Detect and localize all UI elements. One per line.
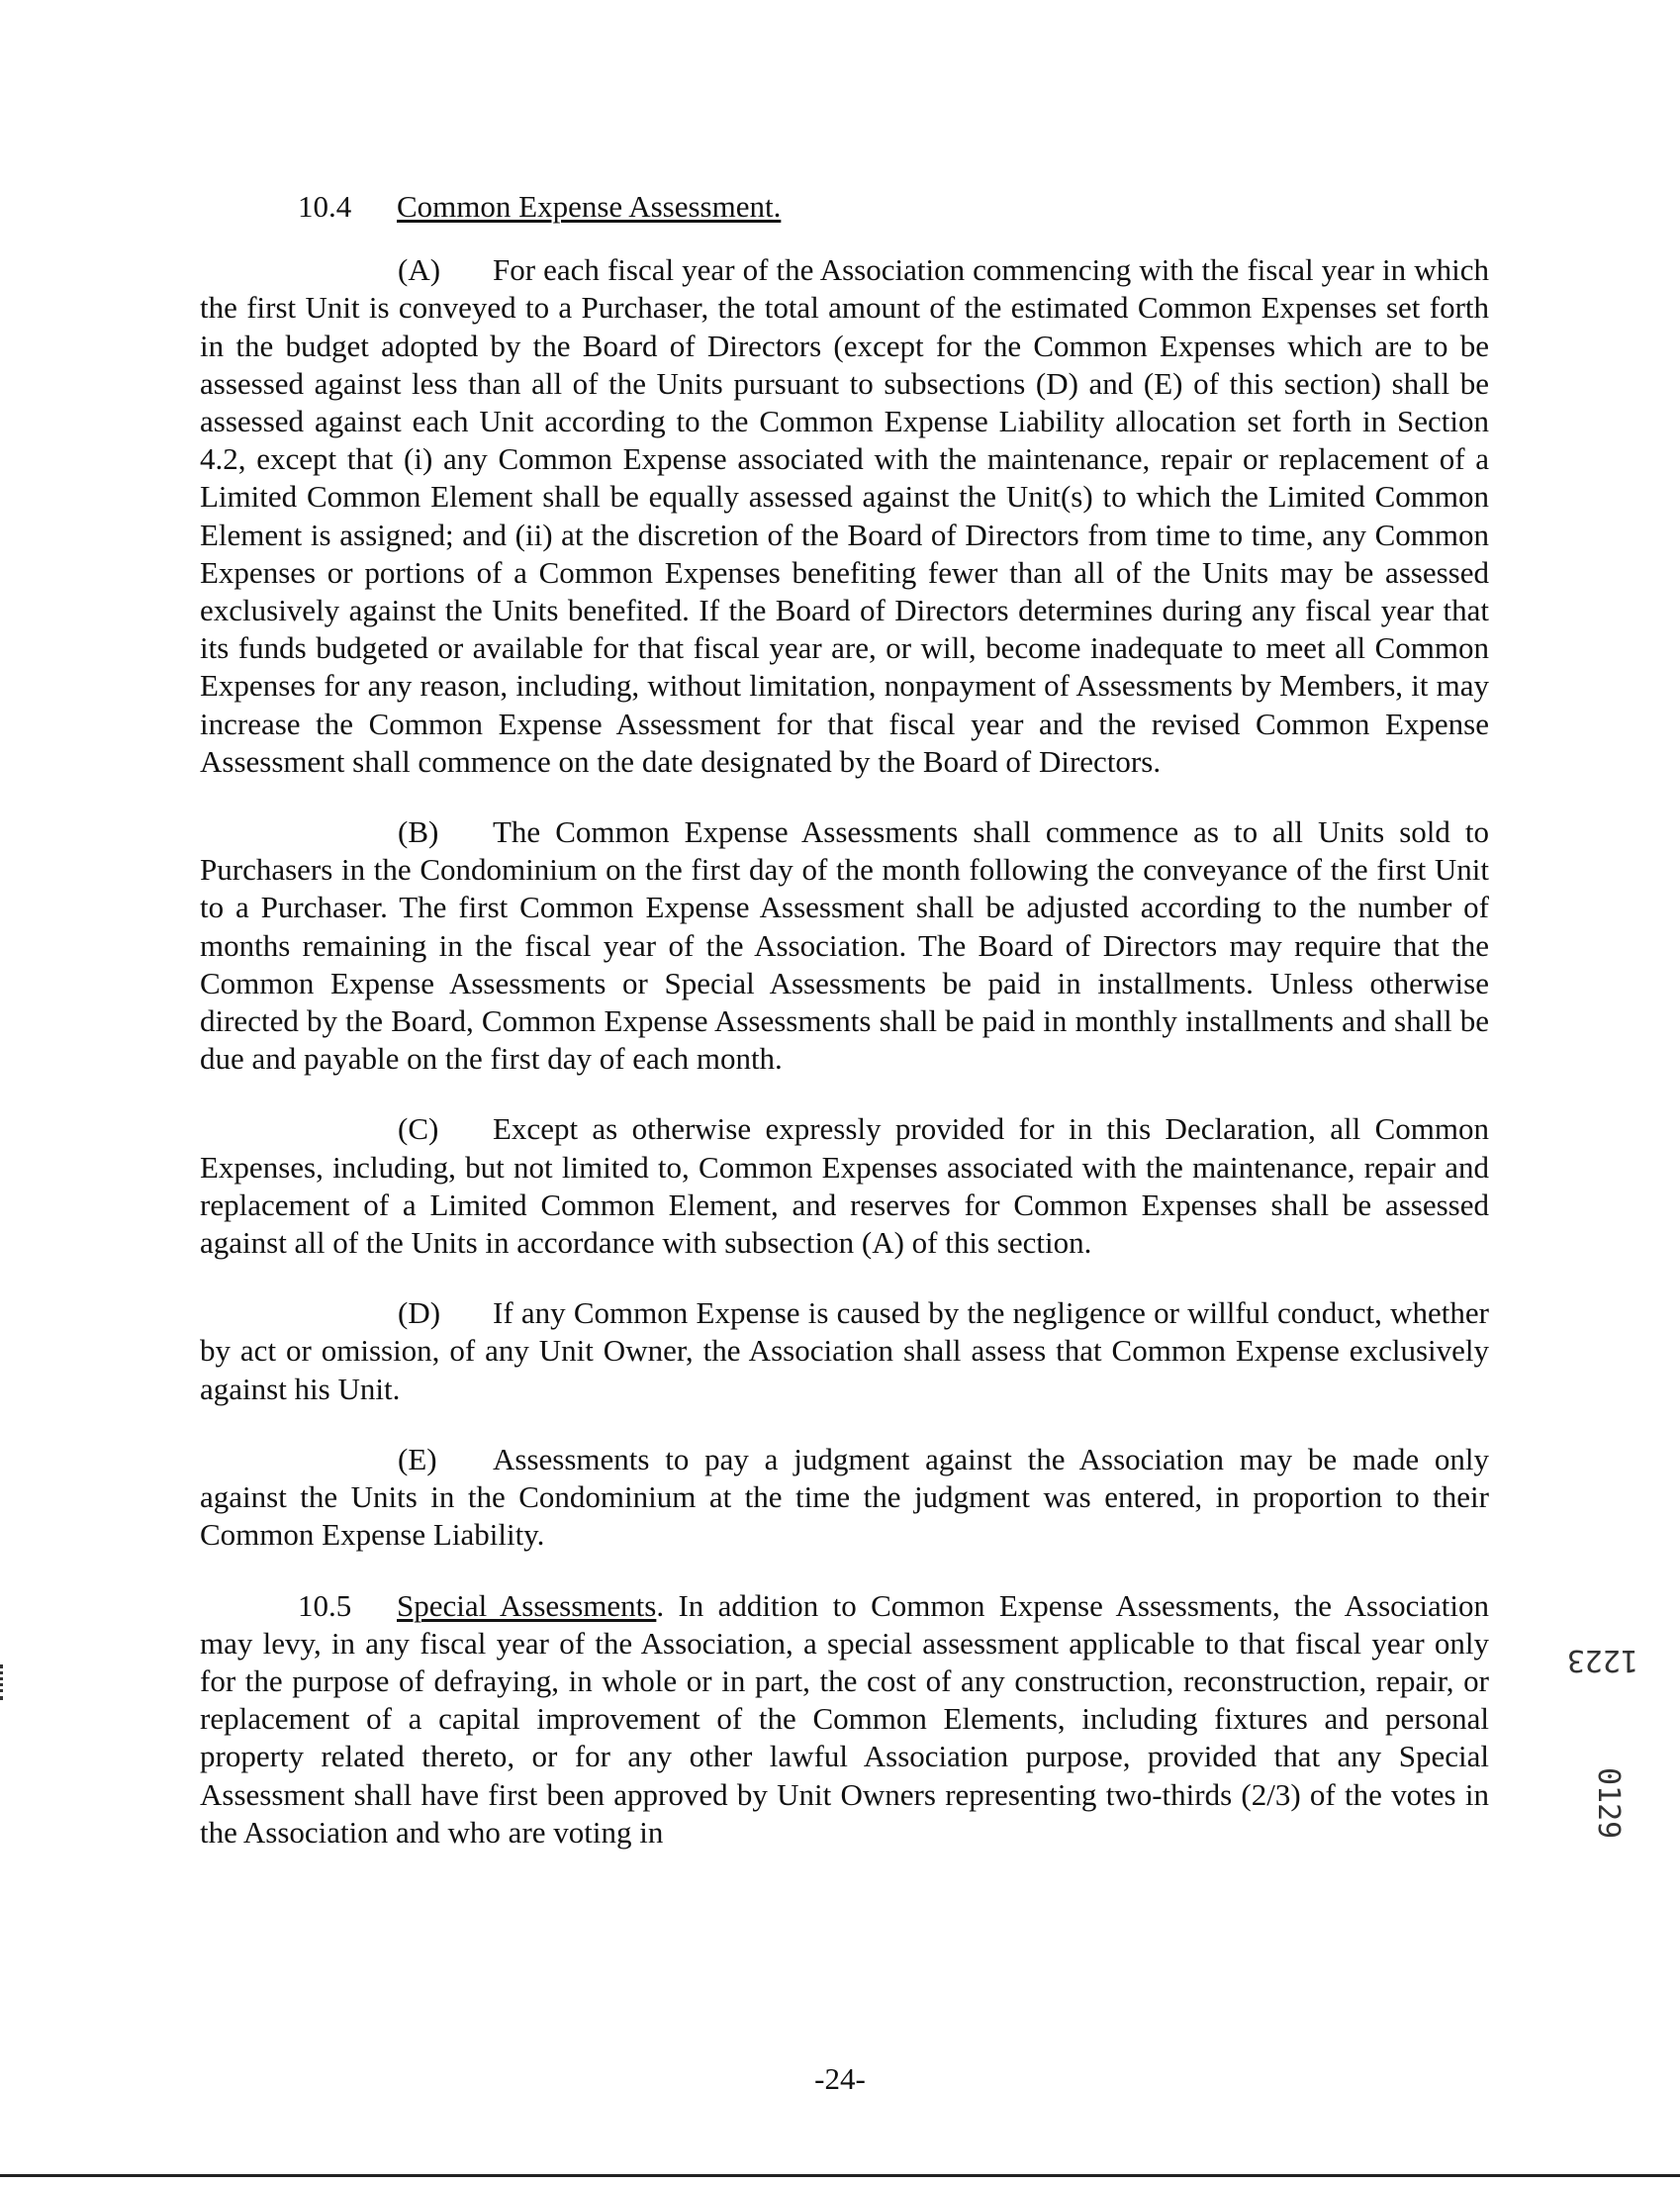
subsection-label: (E) xyxy=(398,1441,437,1476)
section-title: Common Expense Assessment. xyxy=(397,189,782,224)
subsection-text: If any Common Expense is caused by the negligence or willful conduct, whether by act or omission, of any Unit Owner, the Association shall assess that Common Expense exclusively against his Unit. xyxy=(200,1295,1489,1406)
subsection-c xyxy=(200,1110,1489,1262)
subsection-label: (A) xyxy=(398,252,441,288)
page-number: -24- xyxy=(814,2061,866,2096)
binding-marks xyxy=(0,1664,7,1700)
page-body xyxy=(200,188,1489,1852)
subsection-e xyxy=(200,1441,1489,1555)
scan-edge-line xyxy=(0,2174,1680,2177)
stamp-book-number: 1223 xyxy=(1566,1643,1639,1677)
section-10-5 xyxy=(200,1587,1489,1852)
subsection-a xyxy=(200,251,1489,781)
subsection-text: For each fiscal year of the Association commencing with the fiscal year in which the first Unit is conveyed to a Purchaser, the total amount of the estimated Common Expenses set forth in the budget adopted by the Board of Directors (except for the Common Expenses which are to be assessed against less than all of the Units pursuant to subsections (D) and (E) of this section) shall be assessed against each Unit according to the Common Expense Liability allocation set forth in Section 4.2, except that (i) any Common Expense associated with the maintenance, repair or replacement of a Limited Common Element shall be equally assessed against the Unit(s) to which the Limited Common Element is assigned; and (ii) at the discretion of the Board of Directors from time to time, any Common Expenses or portions of a Common Expenses benefiting fewer than all of the Units may be assessed exclusively against the Units benefited. If the Board of Directors determines during any fiscal year that its funds budgeted or available for that fiscal year are, or will, become inadequate to meet all Common Expenses for any reason, including, without limitation, nonpayment of Assessments by Members, it may increase the Common Expense Assessment for that fiscal year and the revised Common Expense Assessment shall commence on the date designated by the Board of Directors. xyxy=(200,252,1489,779)
section-number: 10.5 xyxy=(298,1587,352,1623)
recording-stamp xyxy=(1566,1595,1639,1862)
subsection-text: Assessments to pay a judgment against the Association may be made only against the Units in the Condominium at the time the judgment was entered, in proportion to their Common Expense Liability. xyxy=(200,1441,1489,1553)
subsection-label: (B) xyxy=(398,814,439,850)
subsection-text: Except as otherwise expressly provided for in this Declaration, all Common Expenses, including, but not limited to, Common Expenses associated with the maintenance, repair and replacement of a Limited Common Element, and reserves for Common Expenses shall be assessed against all of the Units in accordance with subsection (A) of this section. xyxy=(200,1111,1489,1261)
stamp-gap xyxy=(1583,1714,1623,1744)
subsection-label: (D) xyxy=(398,1295,441,1331)
subsection-b xyxy=(200,813,1489,1078)
subsection-label: (C) xyxy=(398,1111,439,1147)
subsection-d xyxy=(200,1294,1489,1408)
subsection-text: The Common Expense Assessments shall commence as to all Units sold to Purchasers in the Condominium on the first day of the month following the conveyance of the first Unit to a Purchaser. The first Common Expense Assessment shall be adjusted according to the number of months remaining in the fiscal year of the Association. The Board of Directors may require that the Common Expense Assessments or Special Assessments be paid in installments. Unless otherwise directed by the Board, Common Expense Assessments shall be paid in monthly installments and shall be due and payable on the first day of each month. xyxy=(200,814,1489,1077)
section-10-4-heading xyxy=(200,188,1489,226)
section-title: Special Assessments xyxy=(397,1587,657,1623)
stamp-page-number: 0129 xyxy=(1591,1766,1626,1840)
section-text: . In addition to Common Expense Assessments, the Association may levy, in any fiscal year of the Association, a special assessment applicable to that fiscal year only for the purpose of defraying, in whole or in part, the cost of any construction, reconstruction, repair, or replacement of a capital improvement of the Common Elements, including fixtures and personal property related thereto, or for any other lawful Association purpose, provided that any Special Assessment shall have first been approved by Unit Owners representing two-thirds (2/3) of the votes in the Association and who are voting in xyxy=(200,1587,1489,1850)
section-number: 10.4 xyxy=(298,189,352,224)
